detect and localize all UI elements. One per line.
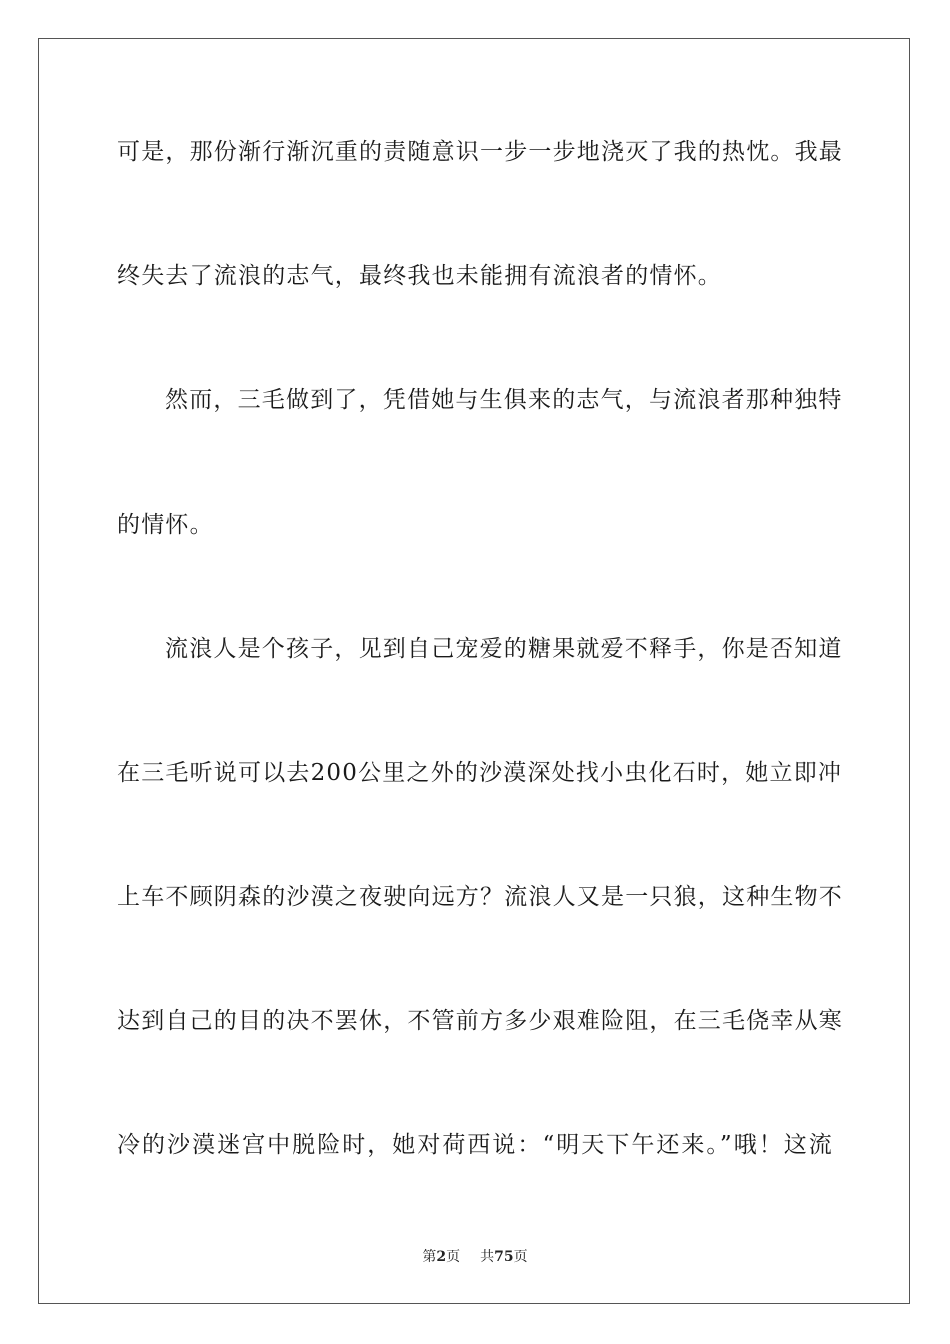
page-border — [38, 38, 910, 1304]
text-line-3: 然而，三毛做到了，凭借她与生俱来的志气，与流浪者那种独特 — [165, 387, 843, 413]
text-line-8: 达到自己的目的决不罢休，不管前方多少艰难险阻，在三毛侥幸从寒 — [117, 1008, 843, 1034]
footer-total-suffix: 页 — [513, 1249, 528, 1265]
text-line-9: 冷的沙漠迷宫中脱险时，她对荷西说：“明天下午还来。”哦！这流 — [117, 1132, 833, 1158]
page-footer — [0, 1247, 950, 1267]
text-line-1: 可是，那份渐行渐沉重的责随意识一步一步地浇灭了我的热忱。我最 — [117, 139, 843, 165]
footer-total-pages: 75 — [494, 1249, 514, 1265]
footer-total-prefix: 共 — [480, 1249, 495, 1265]
text-line-4: 的情怀。 — [117, 512, 214, 538]
text-line-7: 上车不顾阴森的沙漠之夜驶向远方？流浪人又是一只狼，这种生物不 — [117, 884, 843, 910]
text-line-5: 流浪人是个孩子，见到自己宠爱的糖果就爱不释手，你是否知道 — [165, 636, 843, 662]
footer-page-prefix: 第 — [422, 1249, 437, 1265]
text-line-6: 在三毛听说可以去200公里之外的沙漠深处找小虫化石时，她立即冲 — [117, 760, 843, 786]
footer-page-suffix: 页 — [446, 1249, 461, 1265]
footer-page-number: 2 — [436, 1249, 447, 1265]
text-line-2: 终失去了流浪的志气，最终我也未能拥有流浪者的情怀。 — [117, 263, 722, 289]
